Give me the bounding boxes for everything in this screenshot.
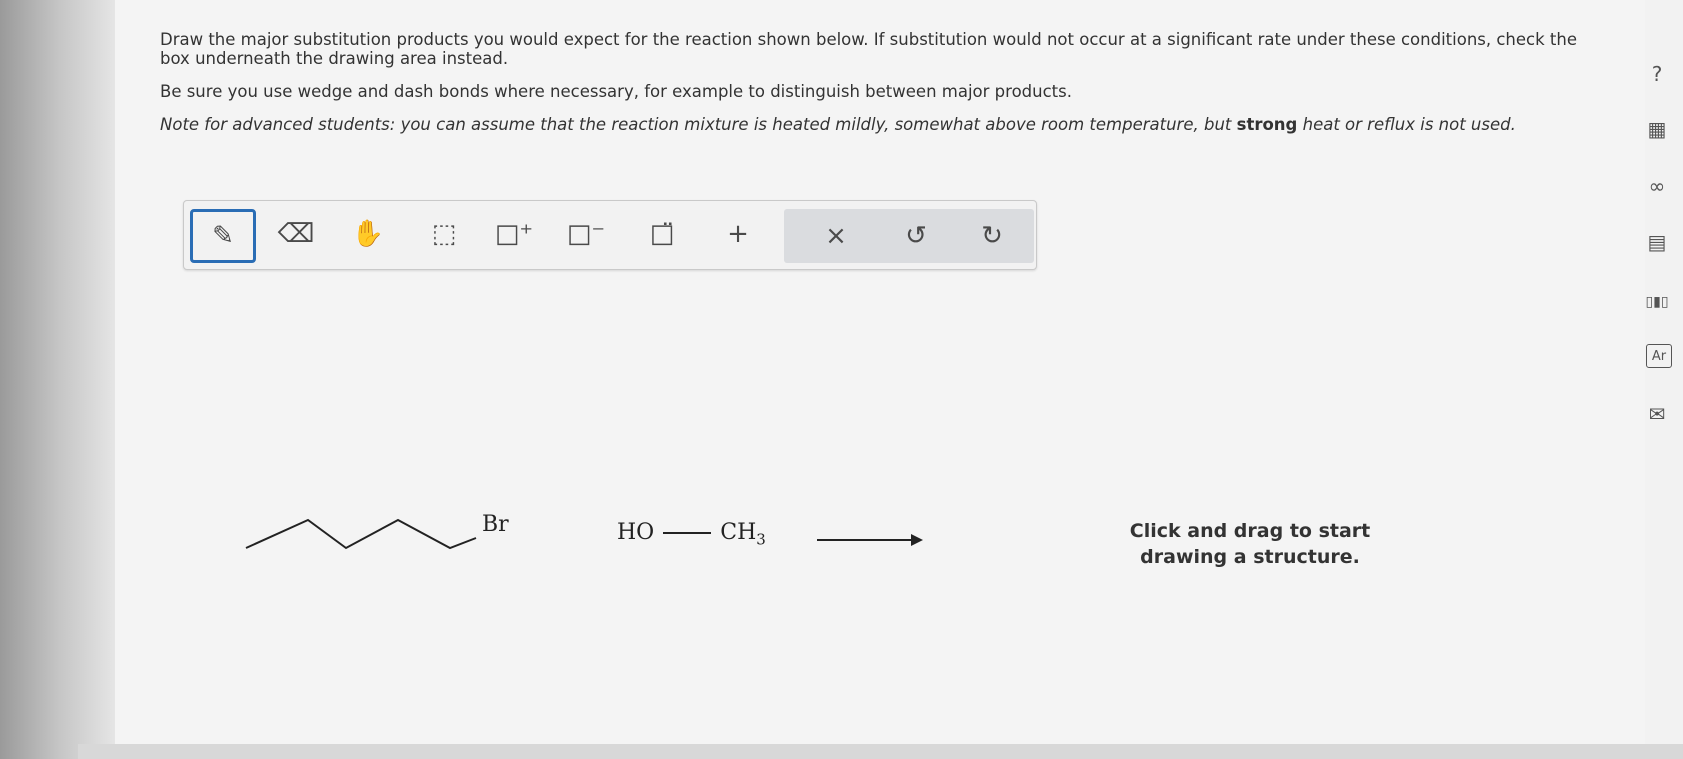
reagent-ho: HO <box>617 520 655 545</box>
drawing-toolbar <box>183 200 1037 270</box>
undo-button[interactable] <box>884 209 948 263</box>
hand-tool[interactable] <box>336 207 400 261</box>
instruction-advanced <box>160 115 1580 134</box>
action-button-group <box>784 209 1034 263</box>
bromine-label: Br <box>482 512 509 537</box>
reagent-bond <box>663 528 711 538</box>
instruction-main: Draw the major substitution products you would expect for the reaction shown below. If substitution would not occur at a significant rate under these conditions, check the box underneath the drawing area instead. <box>160 30 1577 68</box>
bar-chart-icon: ▯▮▯ <box>1645 294 1669 310</box>
select-tool[interactable] <box>412 207 476 261</box>
clear-button[interactable] <box>804 209 868 263</box>
minus-charge-icon: □⁻ <box>566 219 606 249</box>
mail-button[interactable] <box>1642 400 1672 428</box>
positive-charge-tool[interactable] <box>482 207 546 261</box>
data-button[interactable] <box>1642 288 1672 316</box>
pencil-tool[interactable] <box>190 209 256 263</box>
question-icon: ? <box>1651 62 1663 86</box>
negative-charge-tool[interactable] <box>554 207 618 261</box>
instruction-wedge-dash: Be sure you use wedge and dash bonds where necessary, for example to distinguish between major products. <box>160 82 1072 101</box>
constants-button[interactable] <box>1642 172 1672 200</box>
instructions <box>160 30 1580 148</box>
notes-button[interactable] <box>1642 228 1672 256</box>
advanced-suffix: heat or reflux is not used. <box>1297 115 1516 134</box>
calculator-button[interactable] <box>1642 115 1672 143</box>
undo-icon: ↺ <box>905 221 927 251</box>
drawing-area-prompt[interactable] <box>1095 518 1405 570</box>
reagent-ch: CH <box>720 520 757 545</box>
lone-pair-tool[interactable] <box>630 207 694 261</box>
plus-charge-icon: □⁺ <box>494 219 534 249</box>
reagent-methanol <box>617 520 766 548</box>
reaction-arrow <box>815 530 925 550</box>
periodic-table-icon: Ar <box>1651 348 1667 364</box>
reagent-subscript: 3 <box>756 530 766 549</box>
advanced-prefix: Note for advanced students: <box>160 115 396 134</box>
calculator-icon: ▦ <box>1647 117 1667 141</box>
periodic-table-button[interactable] <box>1646 344 1672 368</box>
advanced-middle: you can assume that the reaction mixture is heated mildly, somewhat above room temperature, but <box>395 115 1237 134</box>
redo-icon: ↻ <box>981 221 1003 251</box>
notes-icon: ▤ <box>1647 230 1667 254</box>
infinity-icon: ∞ <box>1648 174 1666 198</box>
plus-icon: + <box>727 219 749 249</box>
help-button[interactable] <box>1642 60 1672 88</box>
bottom-divider <box>78 744 1683 759</box>
select-box-icon: ⬚ <box>431 219 457 249</box>
add-tool[interactable] <box>706 207 770 261</box>
mail-icon: ✉ <box>1648 402 1666 426</box>
close-icon: × <box>825 221 847 251</box>
prompt-line-1: Click and drag to start <box>1129 520 1371 542</box>
advanced-bold: strong <box>1236 115 1298 134</box>
eraser-tool[interactable] <box>264 207 328 261</box>
hand-icon: ✋ <box>351 219 385 249</box>
prompt-line-2: drawing a structure. <box>1140 546 1360 568</box>
lone-pair-icon: □̈ <box>649 219 675 249</box>
substrate-skeleton <box>240 510 480 570</box>
redo-button[interactable] <box>960 209 1024 263</box>
pencil-icon: ✎ <box>212 221 234 251</box>
eraser-icon: ⌫ <box>277 219 315 249</box>
